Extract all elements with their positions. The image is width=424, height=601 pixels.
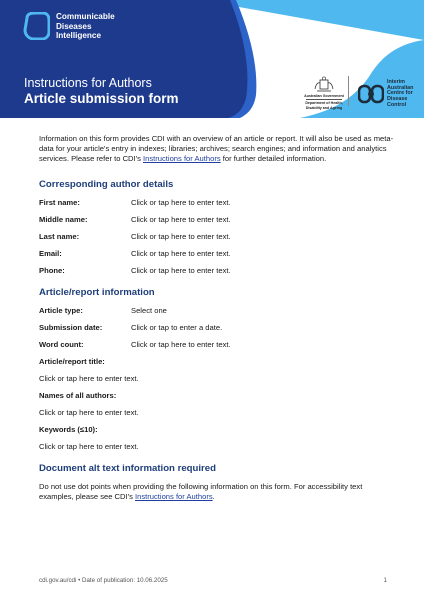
alt-text-section-heading: Document alt text information required (39, 462, 216, 474)
submission-date-picker[interactable]: Click or tap to enter a date. (131, 322, 223, 332)
gov-line-1: Australian Government (304, 94, 344, 98)
phone-label: Phone: (39, 265, 65, 275)
middle-name-label: Middle name: (39, 214, 88, 224)
word-count-label: Word count: (39, 339, 84, 349)
government-logo (298, 76, 350, 110)
acdc-wordmark (387, 80, 413, 109)
cdi-logo (22, 12, 115, 41)
email-field[interactable]: Click or tap here to enter text. (131, 248, 231, 258)
article-type-label: Article type: (39, 305, 83, 315)
acdc-line-2: Australian (387, 84, 414, 91)
intro-text-end: for further detailed information. (220, 154, 327, 164)
submission-date-label: Submission date: (39, 322, 103, 332)
acdc-logo (358, 80, 413, 109)
last-name-field[interactable]: Click or tap here to enter text. (131, 231, 231, 241)
gov-line-3: Disability and Ageing (305, 105, 343, 110)
field-row-article-type (39, 306, 399, 323)
footer-publication-info: cdi.gov.au/cdi • Date of publication: 10.06.2025 (39, 577, 168, 584)
logo-divider (348, 76, 349, 106)
phone-field[interactable]: Click or tap here to enter text. (131, 265, 231, 275)
page-footer (39, 577, 387, 584)
header-subtitle: Instructions for Authors (24, 76, 152, 90)
alt-text-instructions: Do not use dot points when providing the following information on this form. For accessibility text examples, please see CDI's (39, 481, 363, 501)
brand-line-1: Communicable (56, 12, 115, 21)
acdc-line-4: Disease (387, 96, 408, 103)
intro-text: Information on this form provides CDI with an overview of an article or report. It will also be used as meta-data for your article's entry in indexes; libraries; archives; search engines; and information and analytics services. Please refer to CDI's (39, 134, 394, 164)
word-count-field[interactable]: Click or tap here to enter text. (131, 339, 231, 349)
acdc-line-1: Interim (387, 79, 405, 85)
article-title-label: Article/report title: (39, 356, 105, 366)
last-name-label: Last name: (39, 231, 80, 241)
keywords-label: Keywords (≤10): (39, 424, 98, 434)
author-section-heading: Corresponding author details (39, 178, 174, 190)
alt-text-paragraph (39, 482, 399, 502)
header-title-block (24, 76, 179, 107)
page-number: 1 (383, 577, 387, 584)
field-row-phone (39, 266, 399, 283)
field-row-email (39, 249, 399, 266)
intro-paragraph (39, 134, 399, 165)
gov-line-2: Department of Health, (305, 101, 343, 106)
field-row-first-name (39, 198, 399, 215)
form-content (39, 134, 399, 502)
gov-rule (306, 99, 342, 100)
field-row-last-name (39, 232, 399, 249)
field-row-word-count (39, 340, 399, 357)
alt-instructions-link[interactable]: Instructions for Authors (135, 491, 213, 501)
page-header (0, 0, 424, 118)
cdi-logo-icon (22, 12, 50, 40)
first-name-label: First name: (39, 197, 80, 207)
middle-name-field[interactable]: Click or tap here to enter text. (131, 214, 231, 224)
article-section-heading: Article/report information (39, 286, 155, 298)
acdc-line-3: Centre for (387, 90, 413, 97)
page-title: Article submission form (24, 91, 179, 106)
brand-line-2: Diseases (56, 21, 92, 31)
brand-line-3: Intelligence (56, 31, 102, 41)
instructions-link[interactable]: Instructions for Authors (143, 154, 221, 164)
field-row-middle-name (39, 215, 399, 232)
field-row-submission-date (39, 323, 399, 340)
alt-text-end: . (212, 491, 215, 501)
keywords-field[interactable]: Click or tap here to enter text. (39, 441, 139, 451)
article-title-field[interactable]: Click or tap here to enter text. (39, 373, 139, 383)
acdc-line-5: Control (387, 101, 407, 108)
acdc-logo-icon (358, 83, 384, 105)
authors-field[interactable]: Click or tap here to enter text. (39, 407, 139, 417)
first-name-field[interactable]: Click or tap here to enter text. (131, 197, 231, 207)
article-type-select[interactable]: Select one (131, 305, 167, 315)
authors-label: Names of all authors: (39, 390, 117, 400)
email-label: Email: (39, 248, 62, 258)
coat-of-arms-icon (313, 76, 335, 94)
cdi-wordmark (56, 12, 115, 41)
